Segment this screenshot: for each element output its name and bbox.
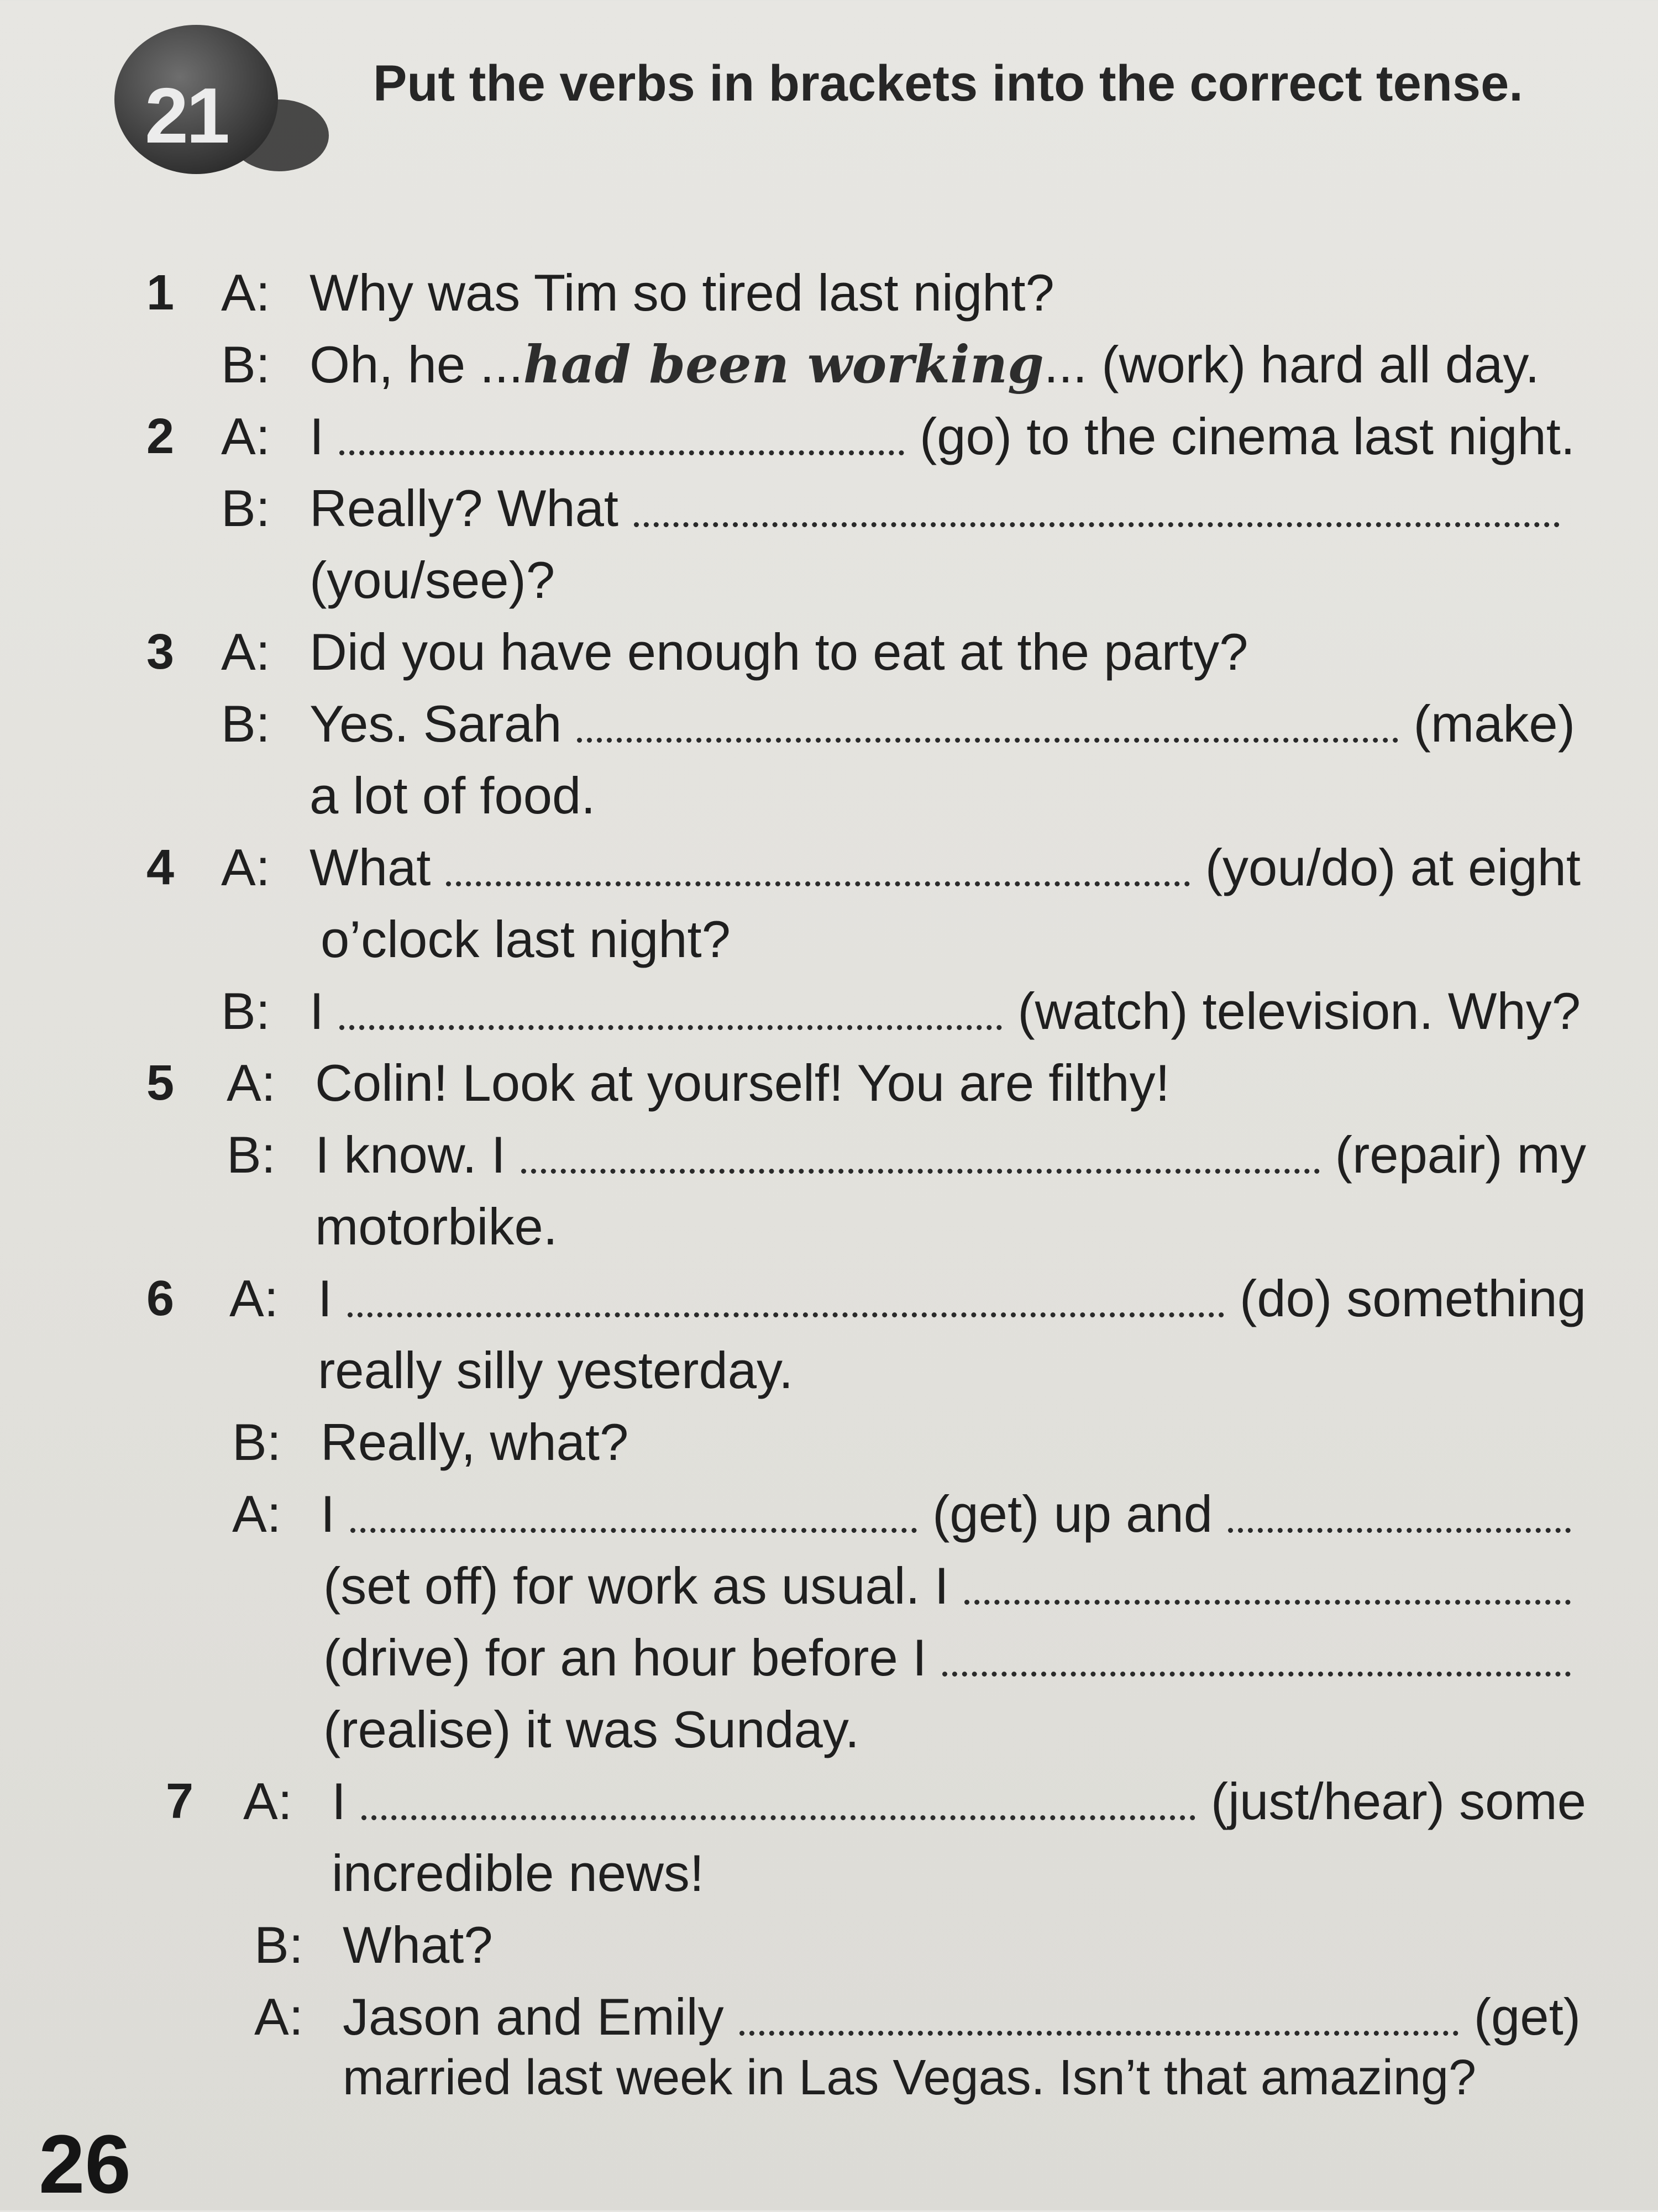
item-number: 2 (146, 409, 175, 464)
dialogue-line: A: Colin! Look at yourself! You are filthy! (227, 1054, 1170, 1112)
dialogue-line: A: Did you have enough to eat at the party? (221, 623, 1248, 681)
dialogue-line: B: What? (254, 1916, 493, 1974)
dialogue-line: A: I (just/hear) some (243, 1772, 1586, 1830)
item-number: 7 (166, 1774, 194, 1829)
dialogue-line: B: I (watch) television. Why? (221, 982, 1581, 1040)
dialogue-line: (set off) for work as usual. I (323, 1553, 1586, 1619)
dialogue-line: really silly yesterday. (318, 1341, 794, 1399)
item-number: 4 (146, 840, 175, 895)
dialogue-line: A: I (go) to the cinema last night. (221, 407, 1575, 465)
exercise-number: 21 (145, 72, 228, 160)
dialogue-line: A: Why was Tim so tired last night? (221, 264, 1054, 322)
answer-blank[interactable] (577, 738, 1398, 743)
dialogue-line: A: Jason and Emily (get) (254, 1988, 1581, 2046)
answer-blank[interactable] (361, 1815, 1195, 1820)
answer-blank[interactable] (634, 522, 1560, 527)
dialogue-line: A: What (you/do) at eight (221, 838, 1581, 896)
answer-blank[interactable] (942, 1672, 1571, 1677)
dialogue-line: (you/see)? (309, 551, 555, 609)
dialogue-line: B: Yes. Sarah (make) (221, 695, 1575, 753)
dialogue-line: a lot of food. (309, 766, 596, 824)
dialogue-line: B: Really, what? (232, 1413, 629, 1471)
dialogue-line: (realise) it was Sunday. (323, 1700, 859, 1758)
answer-blank[interactable] (339, 450, 904, 455)
dialogue-line: incredible news! (332, 1844, 705, 1902)
example-answer: had been working (523, 334, 1044, 395)
item-number: 1 (146, 265, 175, 320)
answer-blank[interactable] (964, 1600, 1571, 1605)
answer-blank[interactable] (339, 1025, 1002, 1030)
answer-blank[interactable] (350, 1528, 917, 1533)
dialogue-line: married last week in Las Vegas. Isn’t that amazing? (343, 2050, 1477, 2105)
answer-blank[interactable] (1228, 1528, 1571, 1533)
dialogue-line: B: I know. I (repair) my (227, 1126, 1586, 1184)
item-number: 5 (146, 1055, 175, 1111)
dialogue-line: o’clock last night? (321, 910, 731, 968)
item-number: 6 (146, 1271, 175, 1326)
dialogue-line: A: I (do) something (229, 1269, 1586, 1327)
dialogue-line: (drive) for an hour before I (323, 1625, 1586, 1691)
answer-blank[interactable] (521, 1169, 1320, 1174)
item-number: 3 (146, 624, 175, 680)
dialogue-line: A: I (get) up and (232, 1481, 1586, 1547)
dialogue-line: motorbike. (315, 1197, 558, 1255)
answer-blank[interactable] (446, 881, 1189, 886)
dialogue-line: B: Oh, he ... had been working ... (work) hard all day. (221, 332, 1575, 398)
answer-blank[interactable] (739, 2031, 1458, 2036)
page-number: 26 (39, 2118, 131, 2210)
dialogue-line: B: Really? What (221, 475, 1575, 542)
exercise-instruction: Put the verbs in brackets into the correct tense. (373, 55, 1523, 112)
answer-blank[interactable] (348, 1312, 1224, 1317)
